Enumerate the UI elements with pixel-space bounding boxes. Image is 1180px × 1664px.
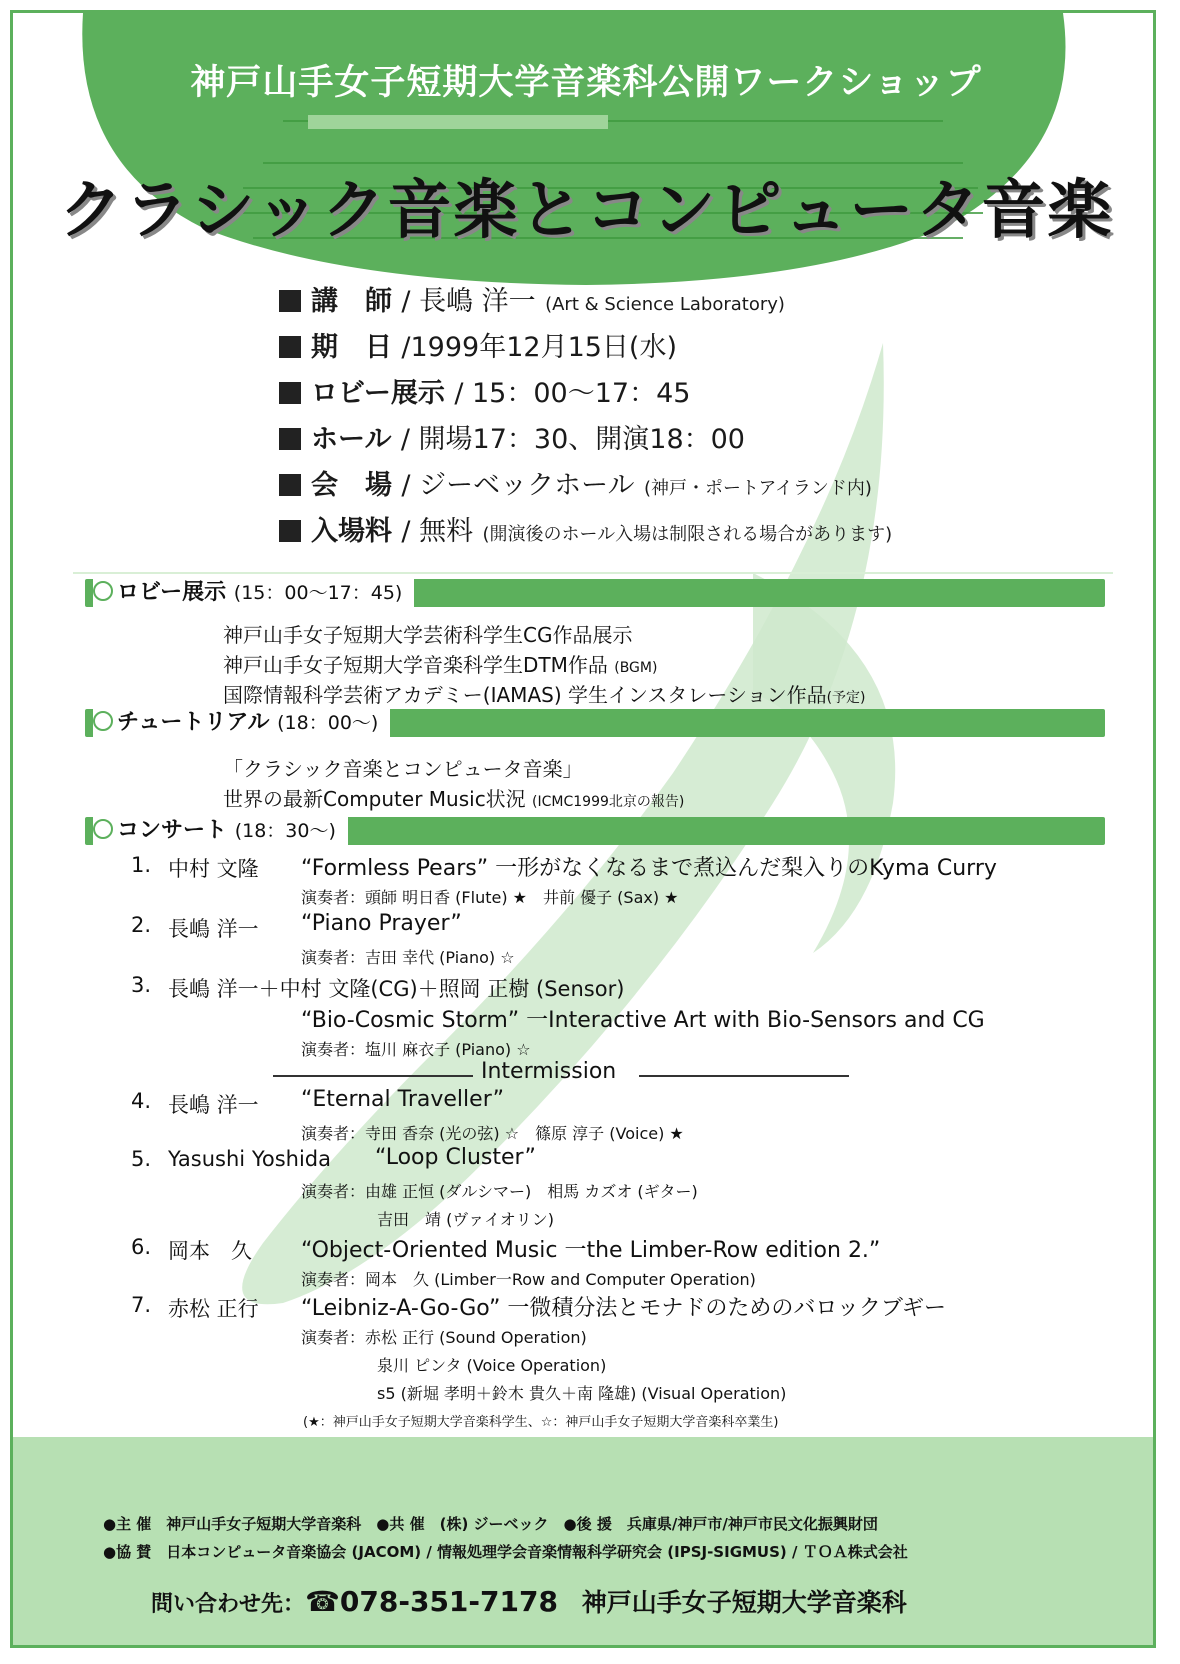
program-composer: 長嶋 洋一 xyxy=(168,917,259,941)
contact-organization: 神戸山手女子短期大学音楽科 xyxy=(581,1588,907,1617)
program-performers: 泉川 ピンタ (Voice Operation) xyxy=(377,1356,607,1375)
tutorial-line-1: 「クラシック音楽とコンピュータ音楽」 xyxy=(223,757,583,781)
footer-sponsors: ●協 賛 日本コンピュータ音楽協会 (JACOM) / 情報処理学会音楽情報科学研究会 (IPSJ-SIGMUS) / ＴＯＡ株式会社 xyxy=(103,1543,908,1561)
program-title: “Eternal Traveller” xyxy=(301,1087,505,1112)
bullet-circle-icon xyxy=(93,711,113,731)
program-composer: Yasushi Yoshida xyxy=(168,1147,331,1171)
tutorial-line-2: 世界の最新Computer Music状況 (ICMC1999北京の報告) xyxy=(223,787,685,811)
program-performers: 演奏者：頭師 明日香 (Flute) ★ 井前 優子 (Sax) ★ xyxy=(301,888,679,907)
program-performers: 演奏者：吉田 幸代 (Piano) ☆ xyxy=(301,948,515,967)
program-composer: 長嶋 洋一＋中村 文隆(CG)＋照岡 正樹 (Sensor) xyxy=(168,977,625,1001)
poster-title: クラシック音楽とコンピュータ音楽 xyxy=(58,174,1114,248)
contact-label: 問い合わせ先： xyxy=(151,1592,306,1617)
program-performers: 演奏者：赤松 正行 (Sound Operation) xyxy=(301,1328,587,1347)
program-number: 5. xyxy=(131,1147,152,1171)
lobby-line-3: 国際情報科学芸術アカデミー(IAMAS) 学生インスタレーション作品(予定) xyxy=(223,683,866,707)
info-hall-time: ホール / 開場17：30、開演18：00 xyxy=(279,417,745,456)
footer-organizers: ●主 催 神戸山手女子短期大学音楽科 ●共 催 (株) ジーベック ●後 援 兵庫県/神戸市/神戸市民文化振興財団 xyxy=(103,1515,878,1533)
program-composer: 長嶋 洋一 xyxy=(168,1093,259,1117)
program-composer: 中村 文隆 xyxy=(168,857,259,881)
bullet-square-icon xyxy=(279,382,301,404)
program-title: “Piano Prayer” xyxy=(301,911,462,936)
workshop-subtitle: 神戸山手女子短期大学音楽科公開ワークショップ xyxy=(190,63,982,103)
bullet-square-icon xyxy=(279,428,301,450)
program-number: 4. xyxy=(131,1089,152,1113)
program-number: 3. xyxy=(131,973,152,997)
program-performers: 演奏者：塩川 麻衣子 (Piano) ☆ xyxy=(301,1040,531,1059)
intermission-rule-right xyxy=(639,1075,849,1077)
bullet-square-icon xyxy=(279,336,301,358)
legend-note: (★：神戸山手女子短期大学音楽科学生、☆：神戸山手女子短期大学音楽科卒業生) xyxy=(303,1415,779,1430)
info-date: 期 日 /1999年12月15日(水) xyxy=(279,325,677,364)
program-title: “Bio-Cosmic Storm” 一Interactive Art with Bio-Sensors and CG xyxy=(301,1008,985,1033)
lobby-line-2: 神戸山手女子短期大学音楽科学生DTM作品 (BGM) xyxy=(223,653,658,677)
program-performers: 吉田 靖 (ヴァイオリン) xyxy=(377,1210,554,1229)
footer-contact xyxy=(151,1583,907,1619)
contact-phone: ☎078-351-7178 xyxy=(305,1585,558,1618)
section-heading-lobby: ロビー展示 (15：00～17：45) xyxy=(93,579,414,607)
program-performers: 演奏者：寺田 香奈 (光の弦) ☆ 篠原 淳子 (Voice) ★ xyxy=(301,1124,684,1143)
program-number: 2. xyxy=(131,913,152,937)
program-composer: 岡本 久 xyxy=(168,1239,252,1263)
bullet-square-icon xyxy=(279,474,301,496)
program-title: “Leibniz-A-Go-Go” 一微積分法とモナドのためのバロックブギー xyxy=(301,1296,947,1321)
program-number: 7. xyxy=(131,1293,152,1317)
intermission-label: Intermission xyxy=(481,1059,617,1084)
bullet-circle-icon xyxy=(93,819,113,839)
info-admission: 入場料 / 無料 (開演後のホール入場は制限される場合があります) xyxy=(279,509,892,548)
subtitle-underline xyxy=(308,115,608,129)
info-venue: 会 場 / ジーベックホール (神戸・ポートアイランド内) xyxy=(279,463,872,502)
lobby-line-1: 神戸山手女子短期大学芸術科学生CG作品展示 xyxy=(223,623,633,647)
program-composer: 赤松 正行 xyxy=(168,1297,259,1321)
bullet-square-icon xyxy=(279,520,301,542)
program-title: “Object-Oriented Music 一the Limber-Row edition 2.” xyxy=(301,1238,881,1263)
info-lecturer: 講 師 / 長嶋 洋一 (Art & Science Laboratory) xyxy=(279,279,785,318)
program-performers: s5 (新堀 孝明＋鈴木 貴久＋南 隆雄) (Visual Operation) xyxy=(377,1384,787,1403)
program-number: 1. xyxy=(131,853,152,877)
section-heading-tutorial: チュートリアル (18：00～) xyxy=(93,709,390,737)
bullet-square-icon xyxy=(279,290,301,312)
program-performers: 演奏者：岡本 久 (Limber一Row and Computer Operation) xyxy=(301,1270,756,1289)
section-heading-concert: コンサート (18：30～) xyxy=(93,817,348,845)
program-title: “Loop Cluster” xyxy=(375,1145,536,1170)
poster xyxy=(10,10,1156,1648)
intermission-rule-left xyxy=(273,1075,473,1077)
program-number: 6. xyxy=(131,1235,152,1259)
bullet-circle-icon xyxy=(93,581,113,601)
info-lobby-time: ロビー展示 / 15：00～17：45 xyxy=(279,371,690,410)
program-title: “Formless Pears” 一形がなくなるまで煮込んだ梨入りのKyma Curry xyxy=(301,856,997,881)
program-performers: 演奏者：由雄 正恒 (ダルシマー) 相馬 カズオ (ギター) xyxy=(301,1182,698,1201)
